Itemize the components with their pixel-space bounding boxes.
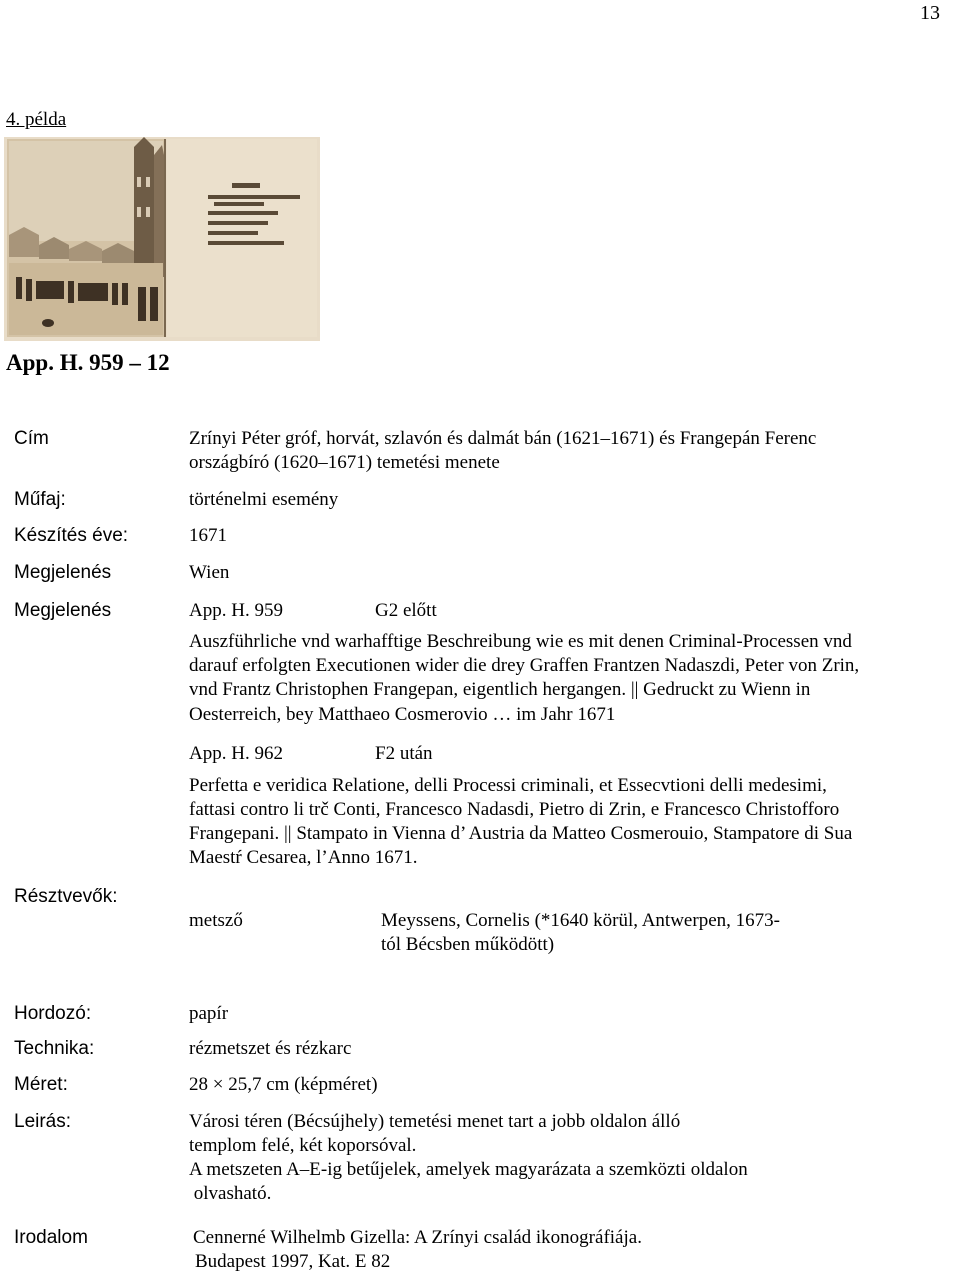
hordozo-label: Hordozó: <box>14 1003 92 1024</box>
hordozo-value: papír <box>189 1003 229 1024</box>
page-number: 13 <box>920 2 940 24</box>
keszites-value: 1671 <box>189 525 227 546</box>
leiras-line: templom felé, két koporsóval. <box>189 1135 417 1156</box>
page-heading: App. H. 959 – 12 <box>6 350 170 375</box>
mufaj-value: történelmi esemény <box>189 489 339 510</box>
app2-text-line: Perfetta e veridica Relatione, delli Processi criminali, et Essecvtioni delli medesimi, <box>189 775 827 796</box>
irodalom-label: Irodalom <box>14 1227 88 1248</box>
example-link[interactable]: 4. példa <box>6 109 67 130</box>
app2-text-line: fattasi contro li trč Conti, Francesco Nadasdi, Pietro di Zrin, e Francesco Christofforo <box>189 799 840 820</box>
irodalom-line1: Cennerné Wilhelmb Gizella: A Zrínyi család ikonográfiája. <box>193 1227 642 1248</box>
participant-role: metsző <box>189 910 243 931</box>
technika-value: rézmetszet és rézkarc <box>189 1038 352 1059</box>
app1-note: G2 előtt <box>375 600 437 621</box>
engraving-funeral-procession-image <box>4 137 320 341</box>
cim-label: Cím <box>14 428 49 449</box>
app2-reference: App. H. 962 <box>189 743 283 764</box>
participant-name-line1: Meyssens, Cornelis (*1640 körül, Antwerpen, 1673- <box>381 910 780 931</box>
leiras-line: A metszeten A–E-ig betűjelek, amelyek magyarázata a szemközti oldalon <box>189 1159 748 1180</box>
app2-text-line: Maestŕ Cesarea, l’Anno 1671. <box>189 847 418 868</box>
megjelenes-label: Megjelenés <box>14 562 112 583</box>
megjelenes-label-2: Megjelenés <box>14 600 112 621</box>
app1-text-line: darauf erfolgten Executionen wider die drey Graffen Frantzen Nadaszdi, Peter von Zrin, <box>189 655 860 676</box>
irodalom-line2: Budapest 1997, Kat. E 82 <box>195 1251 391 1272</box>
app1-text-line: Auszführliche vnd warhafftige Beschreibung wie es mit denen Criminal-Processen vnd <box>189 631 852 652</box>
app2-note: F2 után <box>375 743 433 764</box>
cim-value-line2: országbíró (1620–1671) temetési menete <box>189 452 500 473</box>
app1-text-line: vnd Frantz Christophen Frangepan, eigentlich hergangen. || Gedruckt zu Wienn in <box>189 679 811 700</box>
leiras-label: Leirás: <box>14 1111 72 1132</box>
meret-value: 28 × 25,7 cm (képméret) <box>189 1074 378 1095</box>
keszites-label: Készítés éve: <box>14 525 129 546</box>
mufaj-label: Műfaj: <box>14 489 66 510</box>
leiras-line: Városi téren (Bécsújhely) temetési menet tart a jobb oldalon álló <box>189 1111 681 1132</box>
participant-name-line2: tól Bécsben működött) <box>381 934 555 955</box>
app1-reference: App. H. 959 <box>189 600 283 621</box>
technika-label: Technika: <box>14 1038 95 1059</box>
app2-text-line: Frangepani. || Stampato in Vienna d’ Austria da Matteo Cosmerouio, Stampatore di Sua <box>189 823 853 844</box>
megjelenes-value: Wien <box>189 562 230 583</box>
app1-text-line: Oesterreich, bey Matthaeo Cosmerovio … im Jahr 1671 <box>189 704 616 725</box>
resztvevok-label: Résztvevők: <box>14 886 118 907</box>
meret-label: Méret: <box>14 1074 68 1095</box>
leiras-line: olvasható. <box>189 1183 272 1204</box>
cim-value-line1: Zrínyi Péter gróf, horvát, szlavón és dalmát bán (1621–1671) és Frangepán Ferenc <box>189 428 817 449</box>
